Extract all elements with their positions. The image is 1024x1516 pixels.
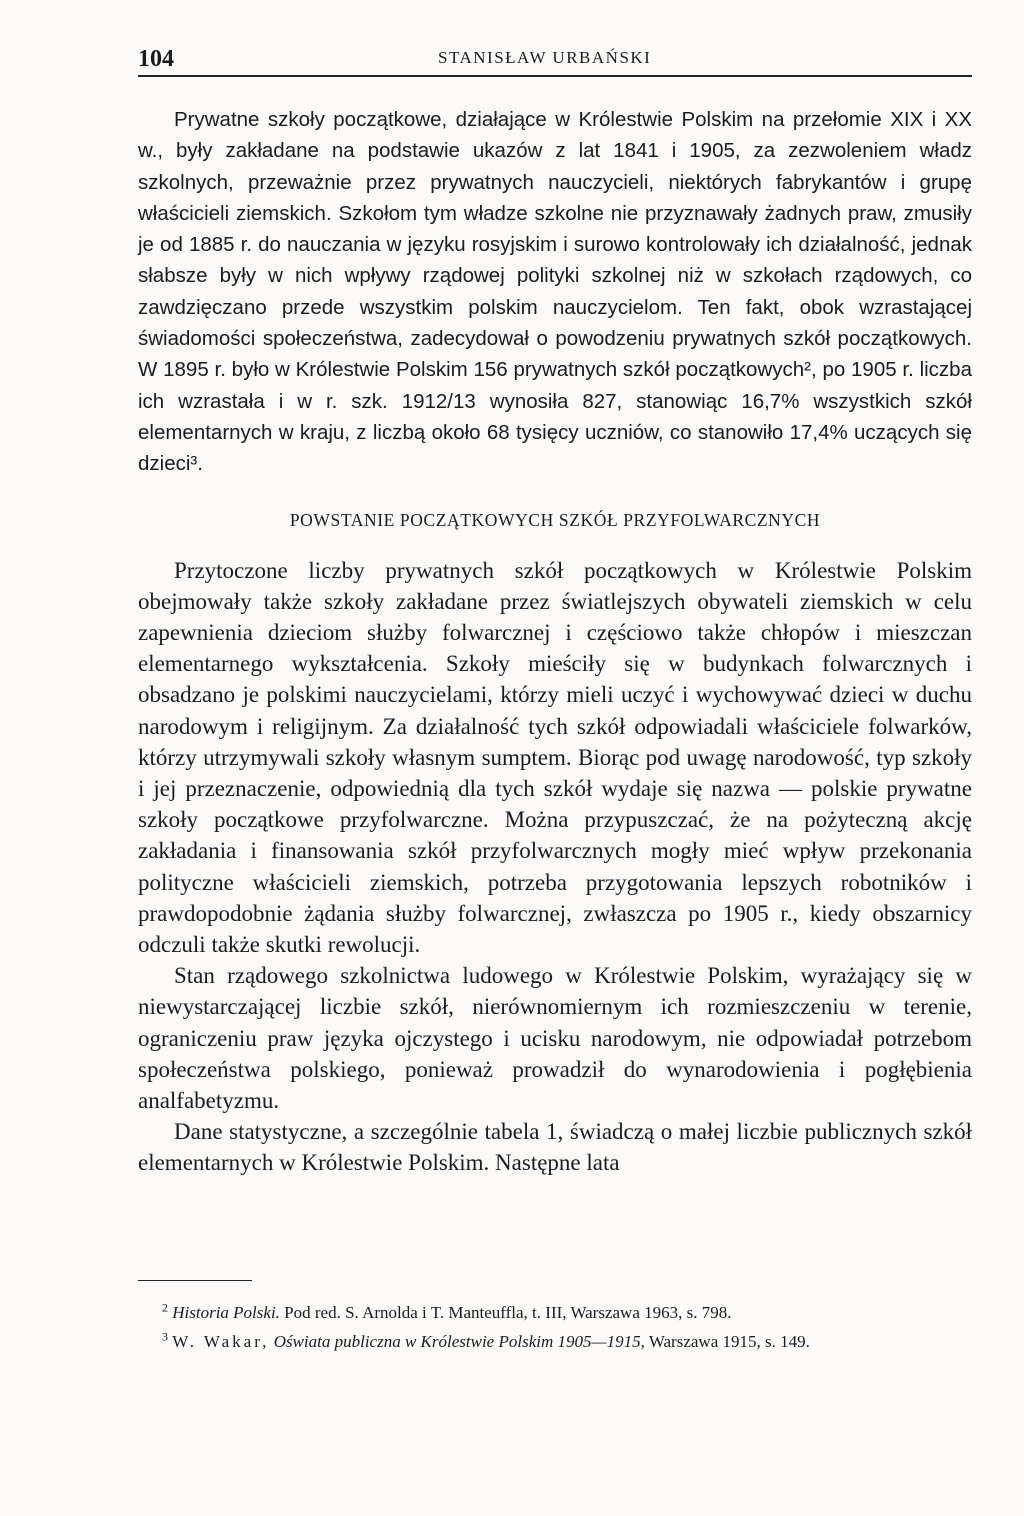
footnote-title: Historia Polski. xyxy=(172,1303,280,1322)
running-head: STANISŁAW URBAŃSKI xyxy=(438,48,652,67)
paragraph-section-1: Przytoczone liczby prywatnych szkół początkowych w Królestwie Polskim obejmowały także szkoły zakładane przez światlejszych obywateli ziemskich w celu zapewnienia dzieciom służby folwarcznej i częściowo także chłopów i mieszczan elementarnego wykształcenia. Szkoły mieściły się w budynkach folwarcznych i obsadzano je polskimi nauczycielami, którzy mieli uczyć i wychowywać dzieci w duchu narodowym i religijnym. Za działalność tych szkół odpowiadali właściciele folwarków, którzy utrzymywali szkoły własnym sumptem. Biorąc pod uwagę narodowość, typ szkoły i jej przeznaczenie, odpowiednią dla tych szkół wydaje się nazwa — polskie prywatne szkoły początkowe przyfolwarczne. Można przypuszczać, że na pożyteczną akcję zakładania i finansowania szkół przyfolwarcznych mogły mieć wpływ przekonania polityczne właścicieli ziemskich, potrzeba przygotowania lepszych robotników i prawdopodobnie żądania służby folwarcznej, zwłaszcza po 1905 r., kiedy obszarnicy odczuli także skutki rewolucji. xyxy=(138,557,972,957)
footnote-author: W. Wakar, xyxy=(172,1331,270,1351)
paragraph-section-2: Stan rządowego szkolnictwa ludowego w Królestwie Polskim, wyrażający się w niewystarczającej liczbie szkół, nierównomiernym ich rozmieszczeniu w terenie, ograniczeniu praw języka ojczystego i ucisku narodowym, nie odpowiadał potrzebom społeczeństwa polskiego, ponieważ prowadził do wynarodowienia i pogłębienia analfabetyzmu. xyxy=(138,963,972,1114)
footnote-details: Pod red. S. Arnolda i T. Manteuffla, t. III, Warszawa 1963, s. 798. xyxy=(279,1303,732,1322)
footnotes xyxy=(138,1300,972,1357)
section-heading: POWSTANIE POCZĄTKOWYCH SZKÓŁ PRZYFOLWARCZNYCH xyxy=(289,509,821,530)
footnote-mark: 3 xyxy=(162,1328,168,1343)
page-header xyxy=(138,42,972,76)
footnote-title: Oświata publiczna w Królestwie Polskim 1905—1915, xyxy=(273,1331,645,1351)
footnote-mark: 2 xyxy=(162,1300,168,1315)
header-rule xyxy=(138,75,972,77)
footnote-3 xyxy=(138,1329,972,1355)
footnote-details: Warszawa 1915, s. 149. xyxy=(644,1331,810,1351)
body-text xyxy=(138,104,972,1179)
paragraph-section-3: Dane statystyczne, a szczególnie tabela 1, świadczą o małej liczbie publicznych szkół elementarnych w Królestwie Polskim. Następne lata xyxy=(138,1119,972,1176)
footnote-2 xyxy=(138,1300,972,1326)
page-number: 104 xyxy=(138,46,174,72)
footnote-rule xyxy=(138,1280,252,1281)
paragraph-intro: Prywatne szkoły początkowe, działające w Królestwie Polskim na przełomie XIX i XX w., były zakładane na podstawie ukazów z lat 1841 i 1905, za zezwoleniem władz szkolnych, przeważnie przez prywatnych nauczycieli, niektórych fabrykantów i grupę właścicieli ziemskich. Szkołom tym władze szkolne nie przyznawały żadnych praw, zmusiły je od 1885 r. do nauczania w języku rosyjskim i surowo kontrolowały ich działalność, jednak słabsze były w nich wpływy rządowej polityki szkolnej niż w szkołach rządowych, co zawdzięczano przede wszystkim polskim nauczycielom. Ten fakt, obok wzrastającej świadomości społeczeństwa, zadecydował o powodzeniu prywatnych szkół początkowych. W 1895 r. było w Królestwie Polskim 156 prywatnych szkół początkowych², po 1905 r. liczba ich wzrastała i w r. szk. 1912/13 wynosiła 827, stanowiąc 16,7% wszystkich szkół elementarnych w kraju, z liczbą około 68 tysięcy uczniów, co stanowiło 17,4% uczących się dzieci³. xyxy=(138,108,972,476)
